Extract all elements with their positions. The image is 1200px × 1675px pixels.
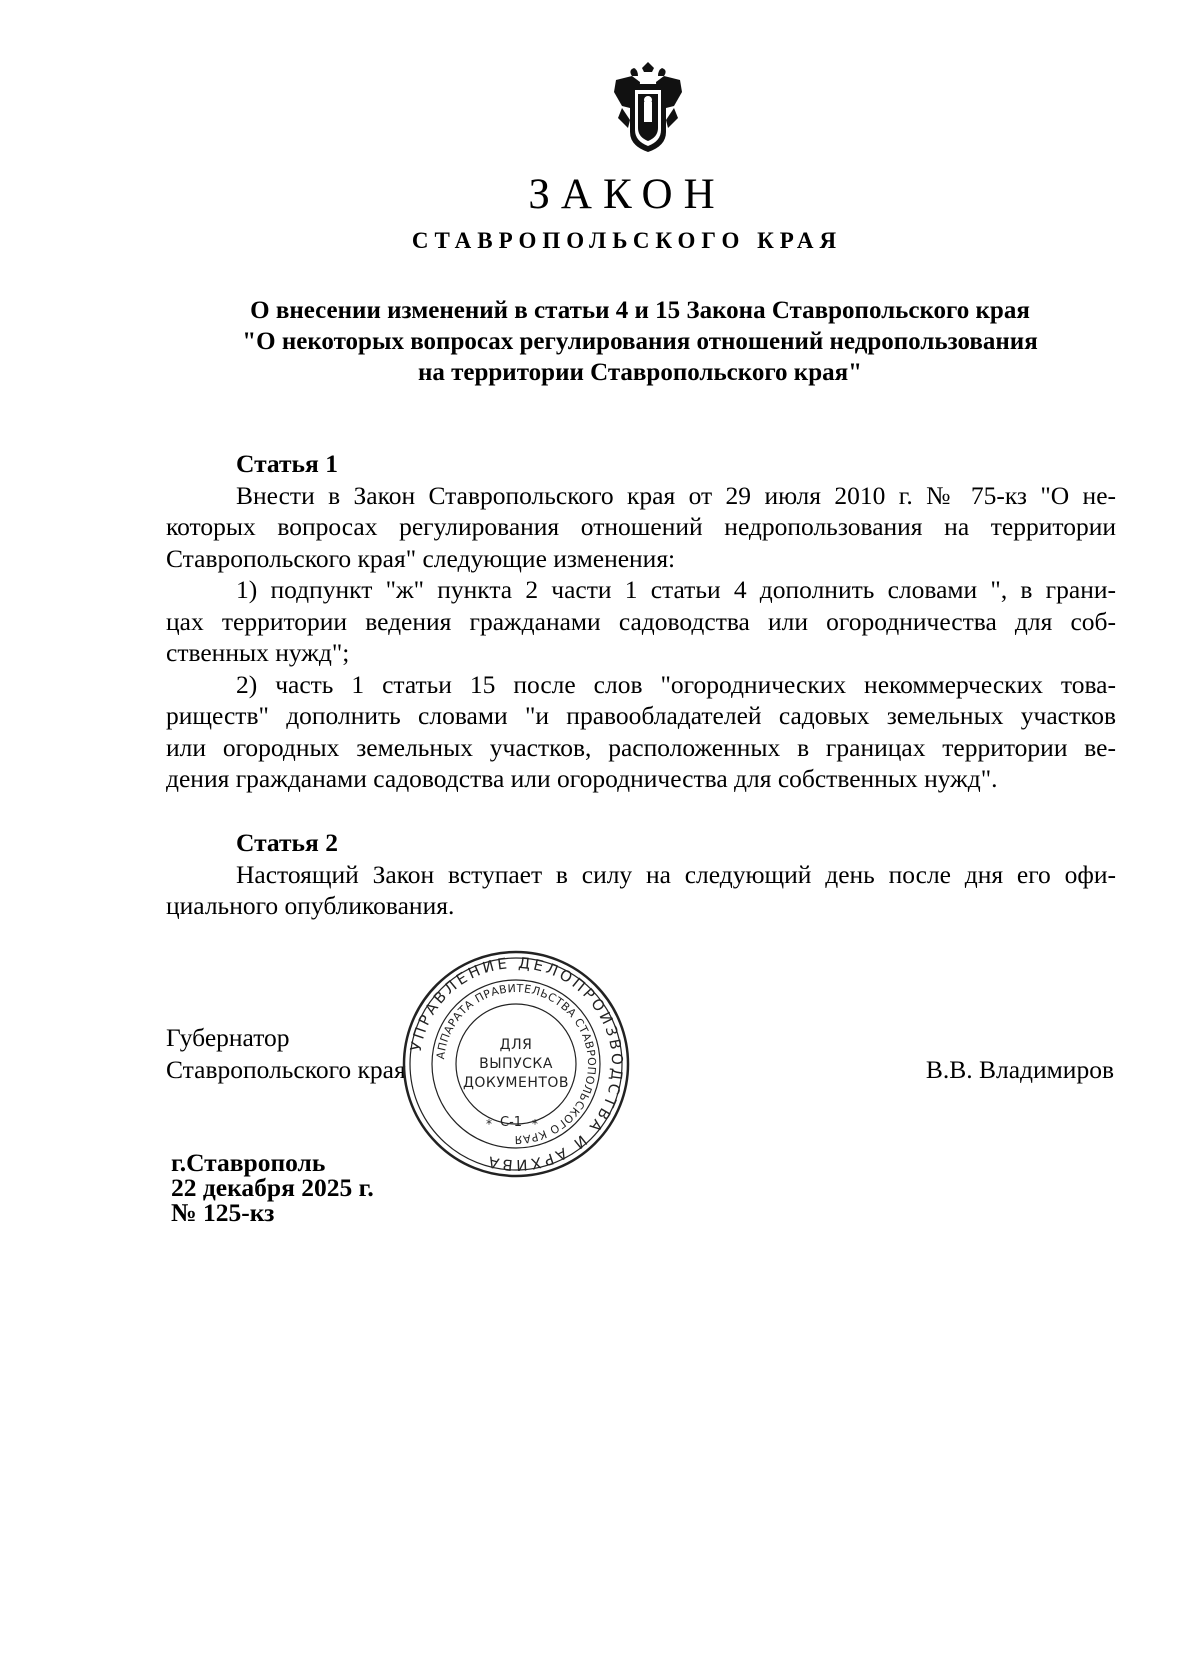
paragraph-line: ственных нужд";	[166, 638, 350, 667]
stamp-code: С-1	[500, 1115, 523, 1130]
official-stamp	[400, 948, 632, 1180]
paragraph-line: Внести в Закон Ставропольского края от 29 июля 2010 г. № 75-кз "О не-	[236, 480, 1116, 510]
document-city: г.Ставрополь	[171, 1148, 326, 1177]
paragraph-line: или огородных земельных участков, расположенных в границах территории ве-	[166, 732, 1116, 762]
stamp-star: *	[532, 1117, 538, 1131]
stamp-center-line: ВЫПУСКА	[479, 1055, 553, 1072]
law-title	[160, 295, 1120, 388]
stamp-star: *	[486, 1117, 492, 1131]
paragraph-line: циального опубликования.	[166, 891, 455, 920]
title-line: "О некоторых вопросах регулирования отношений недропользования	[242, 328, 1038, 355]
paragraph-line: Настоящий Закон вступает в силу на следующий день после дня его офи-	[236, 859, 1116, 889]
article-1-heading: Статья 1	[236, 449, 338, 478]
stamp-center	[400, 948, 632, 1180]
paragraph-line: 1) подпункт "ж" пункта 2 части 1 статьи 4 дополнить словами ", в грани-	[236, 575, 1116, 604]
paragraph-line: Ставропольского края" следующие изменения:	[166, 543, 676, 573]
stamp-center-line: ДОКУМЕНТОВ	[462, 1074, 570, 1091]
coat-of-arms-icon	[608, 62, 688, 154]
signatory-position	[166, 1022, 406, 1085]
article-2-heading: Статья 2	[236, 828, 338, 857]
document-number: № 125-кз	[171, 1198, 275, 1227]
signatory-name: В.В. Владимиров	[925, 1055, 1114, 1084]
position-line: Ставропольского края	[166, 1054, 406, 1084]
title-line: О внесении изменений в статьи 4 и 15 Закона Ставропольского края	[250, 297, 1030, 324]
stamp-outer-text: УПРАВЛЕНИЕ ДЕЛОПРОИЗВОДСТВА И АРХИВА	[406, 953, 627, 1175]
paragraph-line: которых вопросах регулирования отношений недропользования на территории	[166, 512, 1116, 541]
paragraph-line: 2) часть 1 статьи 15 после слов "огороднических некоммерческих това-	[236, 669, 1116, 699]
article-1	[166, 448, 1116, 795]
document-date: 22 декабря 2025 г.	[171, 1173, 374, 1202]
stamp-ring-text: АППАРАТА ПРАВИТЕЛЬСТВА СТАВРОПОЛЬСКОГО КРАЯ	[434, 981, 599, 1147]
paragraph-line: риществ" дополнить словами "и правообладателей садовых земельных участков	[166, 701, 1116, 730]
law-heading: ЗАКОН	[528, 171, 726, 218]
article-2	[166, 827, 1116, 922]
paragraph-line: дения гражданами садоводства или огородничества для собственных нужд".	[166, 764, 998, 793]
position-line: Губернатор	[166, 1023, 290, 1052]
document-place-date	[171, 1150, 374, 1225]
stamp-center-line: ДЛЯ	[499, 1036, 533, 1053]
paragraph-line: цах территории ведения гражданами садоводства или огородничества для соб-	[166, 606, 1116, 636]
title-line: на территории Ставропольского края"	[417, 359, 863, 386]
law-region-heading: СТАВРОПОЛЬСКОГО КРАЯ	[411, 228, 843, 253]
